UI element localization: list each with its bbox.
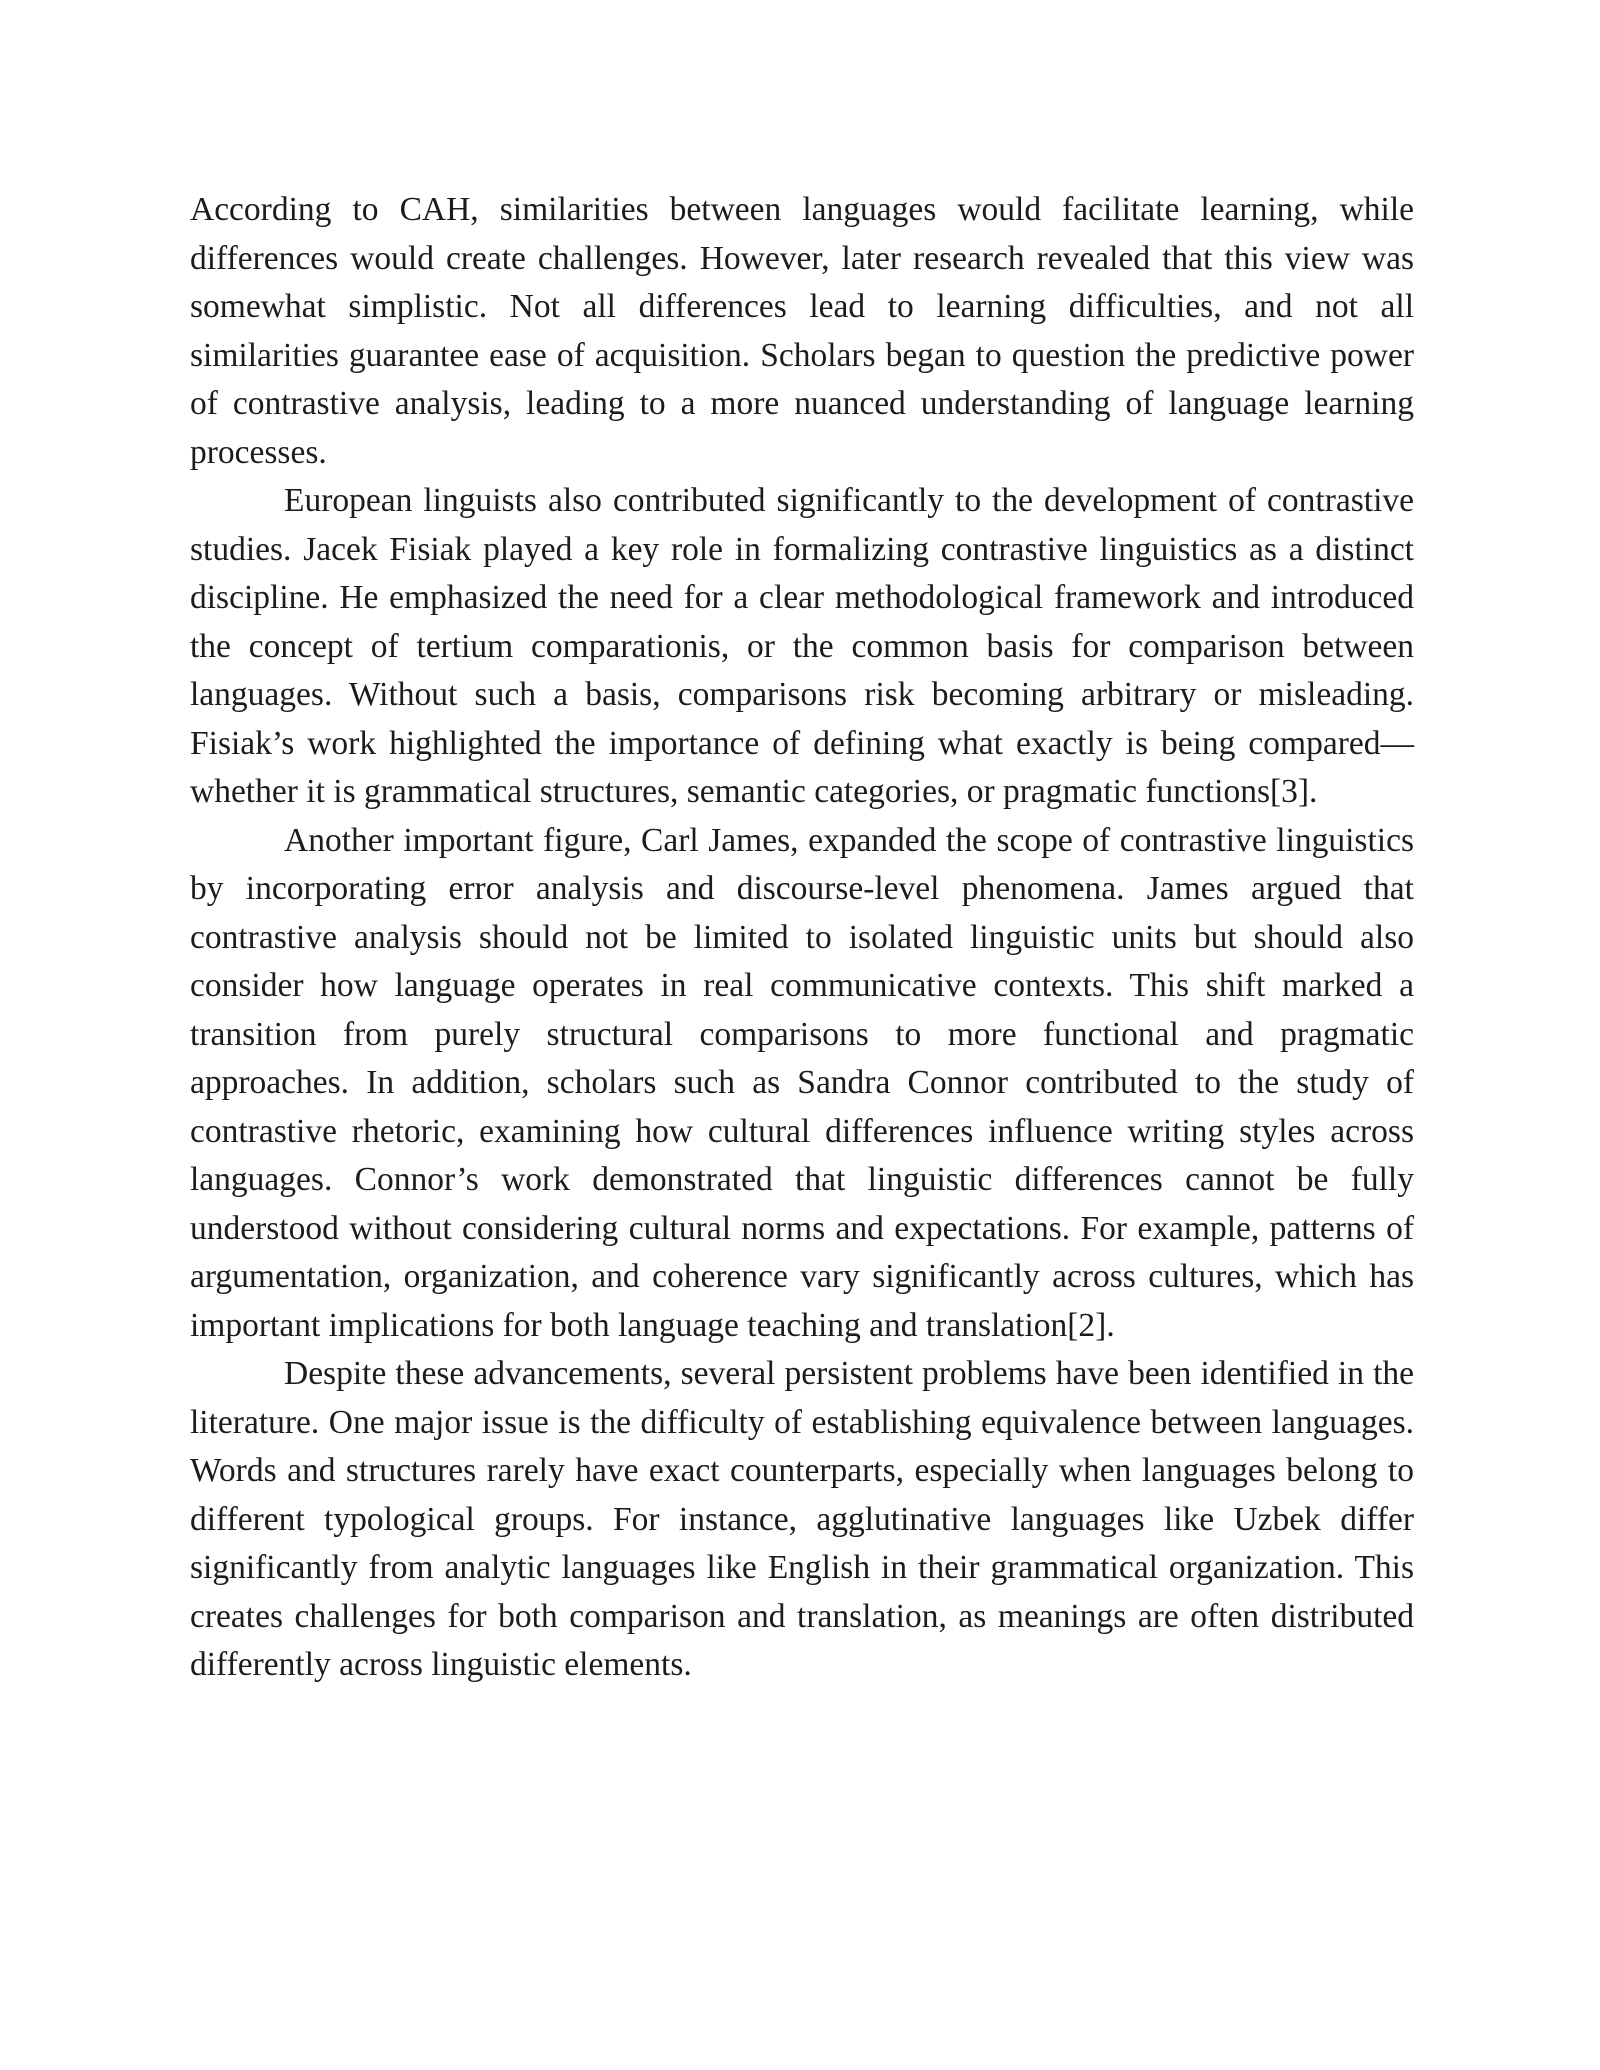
paragraph-cah-similarities: According to CAH, similarities between languages would facilitate learning, while differences would create challenges. However, later research revealed that this view was somewhat simplistic. Not all differences lead to learning difficulties, and not all similarities guarantee ease of acquisition. Scholars began to question the predictive power of contrastive analysis, leading to a more nuanced understanding of language learning processes.	[190, 191, 1414, 471]
paragraph-carl-james: Another important figure, Carl James, expanded the scope of contrastive linguistics by incorporating error analysis and discourse-level phenomena. James argued that contrastive analysis should not be limited to isolated linguistic units but should also consider how language operates in real communicative contexts. This shift marked a transition from purely structural comparisons to more functional and pragmatic approaches. In addition, scholars such as Sandra Connor contributed to the study of contrastive rhetoric, examining how cultural differences influence writing styles across languages. Connor’s work demonstrated that linguistic differences cannot be fully understood without considering cultural norms and expectations. For example, patterns of argumentation, organization, and coherence vary significantly across cultures, which has important implications for both language teaching and translation[2].	[190, 821, 1414, 1344]
paragraph-european-linguists: European linguists also contributed significantly to the development of contrastive studies. Jacek Fisiak played a key role in formalizing contrastive linguistics as a distinct discipline. He emphasized the need for a clear methodological framework and introduced the concept of tertium comparationis, or the common basis for comparison between languages. Without such a basis, comparisons risk becoming arbitrary or misleading. Fisiak’s work highlighted the importance of defining what exactly is being compared—whether it is grammatical structures, semantic categories, or pragmatic functions[3].	[190, 482, 1414, 810]
body-text	[190, 186, 1414, 1690]
paragraph-persistent-problems: Despite these advancements, several persistent problems have been identified in the literature. One major issue is the difficulty of establishing equivalence between languages. Words and structures rarely have exact counterparts, especially when languages belong to different typological groups. For instance, agglutinative languages like Uzbek differ significantly from analytic languages like English in their grammatical organization. This creates challenges for both comparison and translation, as meanings are often distributed differently across linguistic elements.	[190, 1355, 1414, 1683]
